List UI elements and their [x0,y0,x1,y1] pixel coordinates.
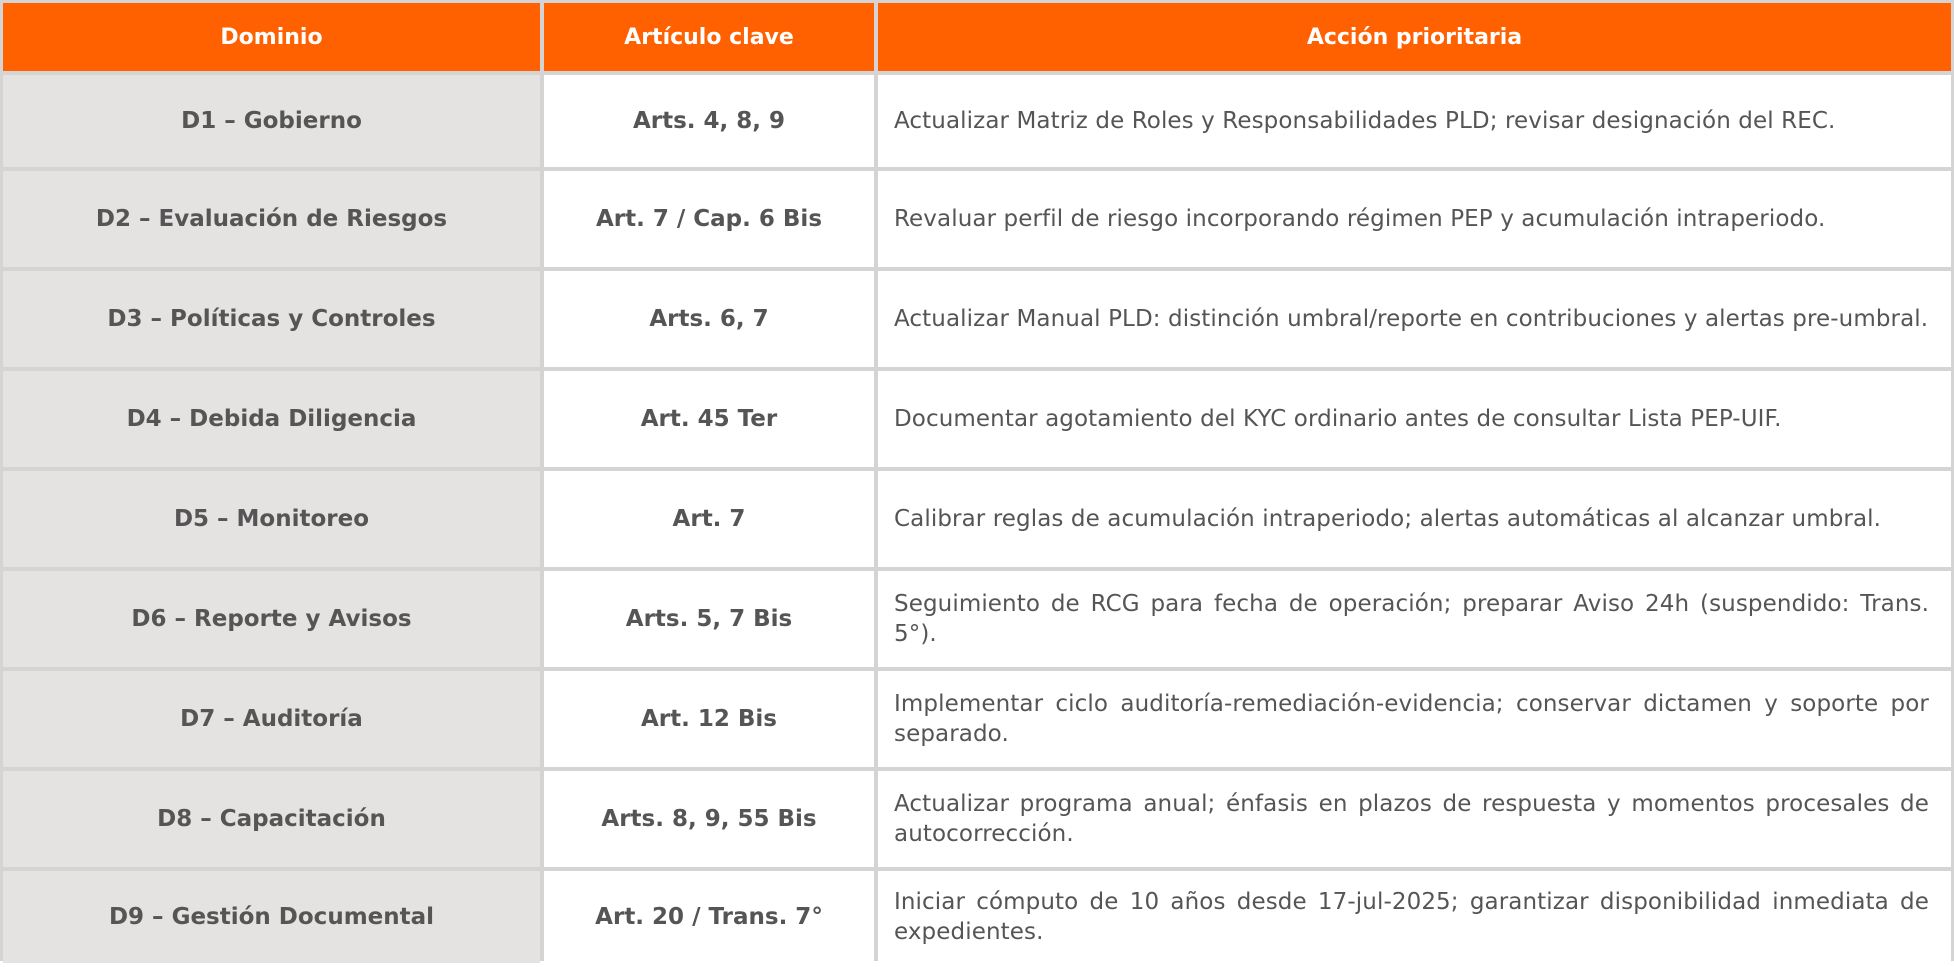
table-row [3,771,1951,867]
table-row [3,271,1951,367]
action-cell: Implementar ciclo auditoría-remediación-evidencia; conservar dictamen y soporte por separado. [878,671,1951,767]
action-cell: Iniciar cómputo de 10 años desde 17-jul-2025; garantizar disponibilidad inmediata de expedientes. [878,871,1951,963]
domain-cell: D2 – Evaluación de Riesgos [3,171,540,267]
table-header-row [3,3,1951,71]
table-row [3,571,1951,667]
action-cell: Actualizar Manual PLD: distinción umbral/reporte en contribuciones y alertas pre-umbral. [878,271,1951,367]
action-cell: Documentar agotamiento del KYC ordinario antes de consultar Lista PEP-UIF. [878,371,1951,467]
table-row [3,371,1951,467]
table-row [3,75,1951,167]
action-cell: Seguimiento de RCG para fecha de operación; preparar Aviso 24h (suspendido: Trans. 5°). [878,571,1951,667]
table-row [3,871,1951,963]
header-action: Acción prioritaria [878,3,1951,71]
header-domain: Dominio [3,3,540,71]
article-cell: Art. 20 / Trans. 7° [544,871,874,963]
action-cell: Actualizar programa anual; énfasis en plazos de respuesta y momentos procesales de autocorrección. [878,771,1951,867]
header-article: Artículo clave [544,3,874,71]
article-cell: Art. 7 / Cap. 6 Bis [544,171,874,267]
article-cell: Art. 7 [544,471,874,567]
table-row [3,471,1951,567]
article-cell: Art. 12 Bis [544,671,874,767]
domain-cell: D4 – Debida Diligencia [3,371,540,467]
article-cell: Arts. 8, 9, 55 Bis [544,771,874,867]
action-cell: Actualizar Matriz de Roles y Responsabilidades PLD; revisar designación del REC. [878,75,1951,167]
domain-cell: D9 – Gestión Documental [3,871,540,963]
domain-cell: D1 – Gobierno [3,75,540,167]
domain-cell: D7 – Auditoría [3,671,540,767]
article-cell: Art. 45 Ter [544,371,874,467]
action-cell: Calibrar reglas de acumulación intraperiodo; alertas automáticas al alcanzar umbral. [878,471,1951,567]
article-cell: Arts. 6, 7 [544,271,874,367]
domain-cell: D8 – Capacitación [3,771,540,867]
article-cell: Arts. 4, 8, 9 [544,75,874,167]
action-cell: Revaluar perfil de riesgo incorporando régimen PEP y acumulación intraperiodo. [878,171,1951,267]
domain-cell: D3 – Políticas y Controles [3,271,540,367]
domain-cell: D5 – Monitoreo [3,471,540,567]
article-cell: Arts. 5, 7 Bis [544,571,874,667]
table-row [3,171,1951,267]
table-row [3,671,1951,767]
domain-cell: D6 – Reporte y Avisos [3,571,540,667]
